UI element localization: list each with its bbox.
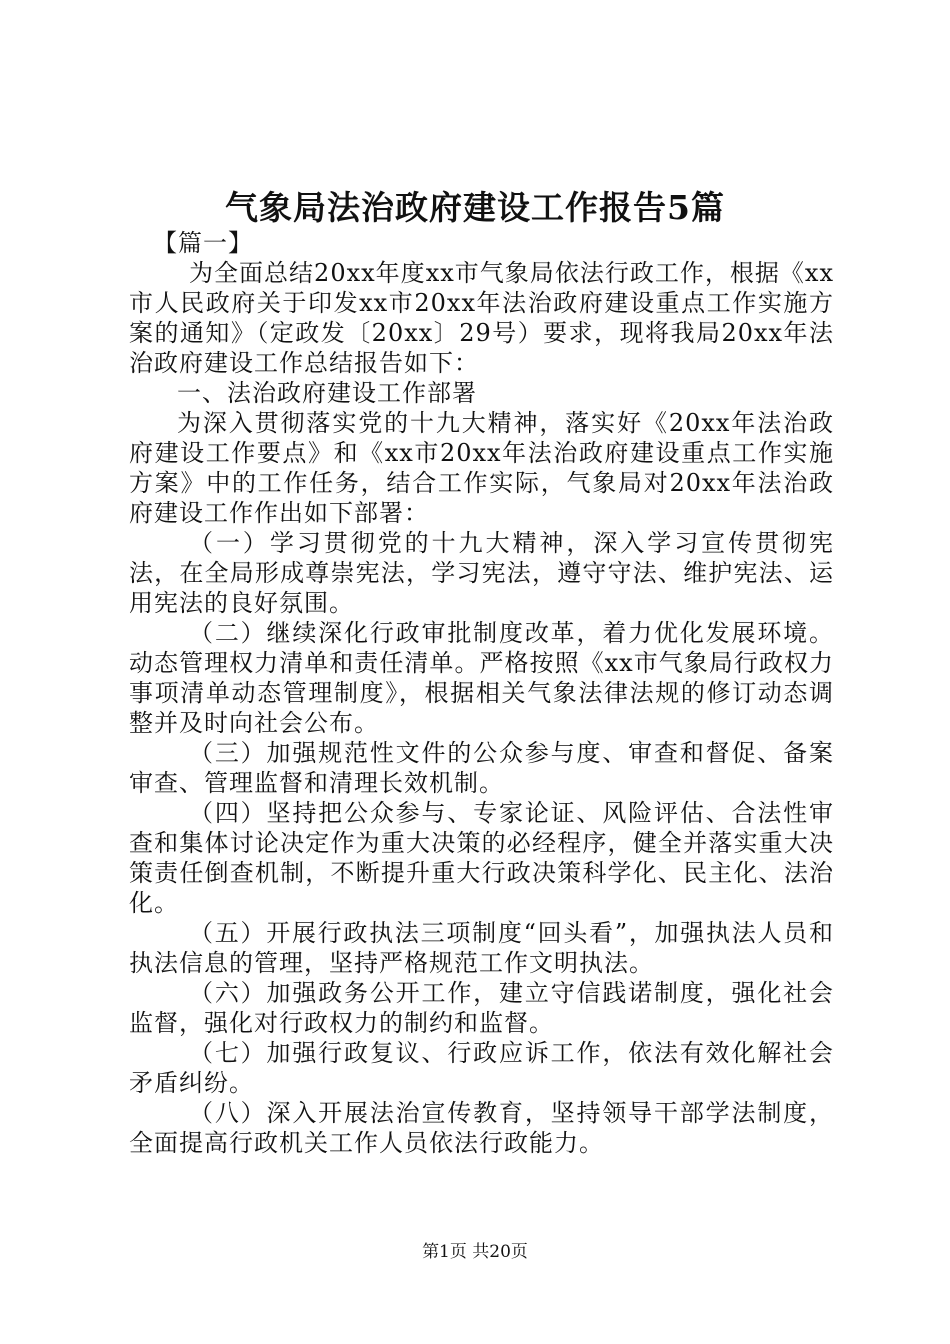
page-number: 第1页 共20页 xyxy=(422,1242,528,1262)
section-marker: 【篇一】 xyxy=(153,229,253,257)
section-heading-1: 一、法治政府建设工作部署 xyxy=(177,379,477,407)
paragraph-intro: 为全面总结20xx年度xx市气象局依法行政工作，根据《xx市人民政府关于印发xx市20xx年法治政府建设重点工作实施方案的通知》（定政发〔20xx〕29号）要求，现将我局20xx年法治政府建设工作总结报告如下： xyxy=(129,259,834,377)
list-item-6: （六）加强政务公开工作，建立守信践诺制度，强化社会监督，强化对行政权力的制约和监督。 xyxy=(129,979,834,1037)
document-body xyxy=(129,228,834,1158)
list-item-2: （二）继续深化行政审批制度改革，着力优化发展环境。动态管理权力清单和责任清单。严格按照《xx市气象局行政权力事项清单动态管理制度》，根据相关气象法律法规的修订动态调整并及时向社会公布。 xyxy=(129,619,834,737)
list-item-5: （五）开展行政执法三项制度“回头看”，加强执法人员和执法信息的管理，坚持严格规范工作文明执法。 xyxy=(129,919,834,977)
list-item-8: （八）深入开展法治宣传教育，坚持领导干部学法制度，全面提高行政机关工作人员依法行政能力。 xyxy=(129,1099,834,1157)
list-item-4: （四）坚持把公众参与、专家论证、风险评估、合法性审查和集体讨论决定作为重大决策的必经程序，健全并落实重大决策责任倒查机制，不断提升重大行政决策科学化、民主化、法治化。 xyxy=(129,799,834,917)
list-item-3: （三）加强规范性文件的公众参与度、审查和督促、备案审查、管理监督和清理长效机制。 xyxy=(129,739,834,797)
page-footer xyxy=(0,1241,950,1263)
list-item-7: （七）加强行政复议、行政应诉工作，依法有效化解社会矛盾纠纷。 xyxy=(129,1039,834,1097)
document-title: 气象局法治政府建设工作报告5篇 xyxy=(225,188,725,227)
paragraph-deployment: 为深入贯彻落实党的十九大精神，落实好《20xx年法治政府建设工作要点》和《xx市20xx年法治政府建设重点工作实施方案》中的工作任务，结合工作实际，气象局对20xx年法治政府建设工作作出如下部署： xyxy=(129,409,834,527)
list-item-1: （一）学习贯彻党的十九大精神，深入学习宣传贯彻宪法，在全局形成尊崇宪法，学习宪法，遵守守法、维护宪法、运用宪法的良好氛围。 xyxy=(129,529,834,617)
